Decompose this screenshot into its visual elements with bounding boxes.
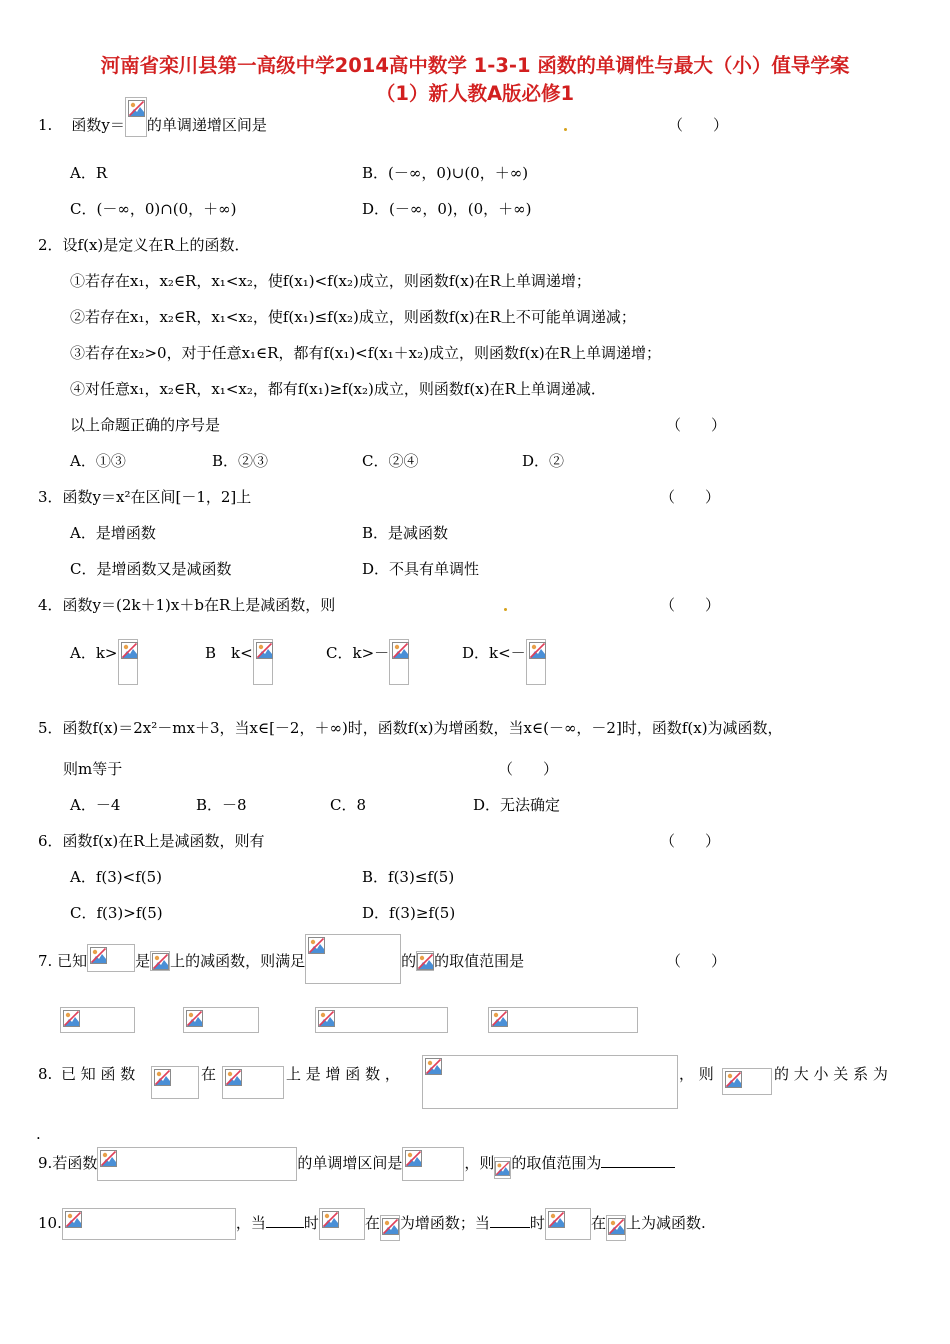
stem-text: 的单调增区间是	[297, 1154, 403, 1172]
broken-image-icon	[128, 100, 145, 117]
option-b: B．(－∞，0)∪(0，＋∞)	[362, 164, 529, 182]
broken-image-icon	[100, 1150, 117, 1167]
option-label: D．k<－	[462, 644, 526, 662]
broken-image-icon	[308, 937, 325, 954]
stem-text: 若函数	[52, 1154, 98, 1172]
answer-paren: （ ）	[498, 760, 559, 778]
option-d	[462, 643, 546, 689]
option-a: A．f(3)<f(5)	[70, 868, 162, 886]
broken-image-icon	[548, 1211, 565, 1228]
option-c: C．8	[330, 796, 367, 814]
option-a: A．是增函数	[70, 524, 156, 542]
option-b-image	[183, 1007, 259, 1033]
formula-image	[416, 951, 434, 971]
answer-paren: （ ）	[668, 116, 729, 134]
formula-image	[380, 1215, 400, 1241]
option-d: D．无法确定	[473, 796, 561, 814]
option-d-image	[488, 1007, 638, 1033]
question-2-stem: 2．设f(x)是定义在R上的函数．	[38, 236, 250, 254]
broken-image-icon	[425, 1058, 442, 1075]
question-number: 10.	[38, 1214, 62, 1232]
formula-image	[97, 1147, 297, 1181]
answer-blank[interactable]	[490, 1213, 530, 1228]
formula-image	[422, 1055, 678, 1109]
stem-text: 为增函数；当	[399, 1214, 490, 1232]
option-b: B．f(3)≤f(5)	[362, 868, 455, 886]
broken-image-icon	[392, 642, 409, 659]
option-d: D．f(3)≥f(5)	[362, 904, 456, 922]
stem-text: 的取值范围为	[511, 1154, 602, 1172]
stem-text: 的	[401, 952, 417, 970]
stem-text: 的单调递增区间是	[146, 116, 267, 134]
question-10-stem	[38, 1213, 706, 1245]
question-8-num: 8.	[38, 1065, 53, 1083]
question-8-text-3: 上 是 增 函 数 ，	[286, 1065, 400, 1083]
broken-image-icon	[225, 1069, 242, 1086]
formula-image	[722, 1068, 772, 1095]
formula-image	[151, 1066, 199, 1099]
speck	[504, 608, 507, 611]
broken-image-icon	[405, 1150, 422, 1167]
broken-image-icon	[65, 1211, 82, 1228]
question-4-stem: 4．函数y＝(2k＋1)x＋b在R上是减函数，则	[38, 596, 336, 614]
statement-4: ④对任意x₁，x₂∈R，x₁<x₂，都有f(x₁)≥f(x₂)成立，则函数f(x)在R上单调递减．	[70, 380, 606, 398]
option-d: D．②	[522, 452, 565, 470]
broken-image-icon	[186, 1010, 203, 1027]
formula-image	[62, 1208, 236, 1240]
stem-text: 是	[135, 952, 151, 970]
broken-image-icon	[318, 1010, 335, 1027]
broken-image-icon	[152, 953, 169, 970]
broken-image-icon	[417, 953, 434, 970]
question-9-stem	[38, 1153, 675, 1187]
option-c: C．f(3)>f(5)	[70, 904, 163, 922]
option-a-image	[60, 1007, 135, 1033]
formula-image	[389, 639, 409, 685]
broken-image-icon	[63, 1010, 80, 1027]
question-5-stem: 5．函数f(x)＝2x²－mx＋3，当x∈[－2，＋∞)时，函数f(x)为增函数，当x∈(－∞，－2]时，函数f(x)为减函数，	[38, 719, 783, 737]
stem-text: 在	[590, 1214, 606, 1232]
broken-image-icon	[529, 642, 546, 659]
formula-image	[305, 934, 401, 984]
option-c: C．是增函数又是减函数	[70, 560, 232, 578]
formula-image	[545, 1208, 591, 1240]
formula-image	[87, 944, 135, 972]
broken-image-icon	[154, 1069, 171, 1086]
formula-image	[606, 1215, 626, 1241]
formula-image	[118, 639, 138, 685]
formula-image	[125, 97, 147, 137]
formula-image	[402, 1147, 464, 1181]
broken-image-icon	[491, 1010, 508, 1027]
stem-text: 上的减函数，则满足	[170, 952, 306, 970]
statement-1: ①若存在x₁，x₂∈R，x₁<x₂，使f(x₁)<f(x₂)成立，则函数f(x)在R上单调递增；	[70, 272, 591, 290]
formula-image	[319, 1208, 365, 1240]
stem-text: ，则	[464, 1154, 495, 1172]
answer-blank[interactable]	[601, 1153, 675, 1168]
broken-image-icon	[256, 642, 273, 659]
question-7-stem	[38, 951, 524, 1001]
document-title-line1: 河南省栾川县第一高级中学2014高中数学 1-3-1 函数的单调性与最大（小）值导学案	[100, 54, 850, 77]
question-8-text-2: 在	[201, 1065, 217, 1083]
answer-blank[interactable]	[266, 1213, 304, 1228]
broken-image-icon	[725, 1071, 742, 1088]
broken-image-icon	[322, 1211, 339, 1228]
question-1-stem	[38, 115, 267, 155]
option-label: B k<	[205, 644, 253, 662]
answer-paren: （ ）	[666, 416, 727, 434]
answer-paren: （ ）	[660, 832, 721, 850]
stem-text: 函数y＝	[71, 116, 125, 134]
stem-text: 已知	[57, 952, 88, 970]
option-c: C．(－∞，0)∩(0，＋∞)	[70, 200, 237, 218]
broken-image-icon	[90, 947, 107, 964]
stem-text: 在	[364, 1214, 380, 1232]
question-8-text-5: 的 大 小 关 系 为	[774, 1065, 888, 1083]
statement-2: ②若存在x₁，x₂∈R，x₁<x₂，使f(x₁)≤f(x₂)成立，则函数f(x)在R上不可能单调递减；	[70, 308, 636, 326]
stem-text: 时	[303, 1214, 319, 1232]
question-3-stem: 3．函数y＝x²在区间[－1，2]上	[38, 488, 252, 506]
broken-image-icon	[608, 1218, 625, 1235]
option-a: A．①③	[70, 452, 126, 470]
formula-image	[494, 1157, 511, 1179]
question-number: 1.	[38, 116, 53, 134]
option-c-image	[315, 1007, 448, 1033]
question-6-stem: 6．函数f(x)在R上是减函数，则有	[38, 832, 265, 850]
answer-paren: （ ）	[660, 488, 721, 506]
broken-image-icon	[382, 1218, 399, 1235]
formula-image	[253, 639, 273, 685]
question-8-text-4: ， 则	[679, 1065, 714, 1083]
option-a: A．R	[70, 164, 108, 182]
option-b: B．是减函数	[362, 524, 449, 542]
answer-paren: （ ）	[666, 952, 727, 970]
statement-3: ③若存在x₂>0，对于任意x₁∈R，都有f(x₁)<f(x₁＋x₂)成立，则函数f(x)在R上单调递增；	[70, 344, 661, 362]
question-8-end: .	[36, 1125, 41, 1143]
question-8-text-1: 已 知 函 数	[61, 1065, 136, 1083]
option-d: D．(－∞，0)，(0，＋∞)	[362, 200, 532, 218]
option-c	[326, 643, 409, 689]
option-label: A．k>	[70, 644, 118, 662]
stem-text: ，当	[235, 1214, 266, 1232]
option-b	[205, 643, 273, 689]
broken-image-icon	[495, 1161, 510, 1176]
stem-text: 时	[529, 1214, 545, 1232]
question-number: 7.	[38, 952, 53, 970]
question-2-ask: 以上命题正确的序号是	[70, 416, 221, 434]
option-d: D．不具有单调性	[362, 560, 480, 578]
option-b: B．－8	[196, 796, 247, 814]
question-number: 9.	[38, 1154, 53, 1172]
formula-image	[150, 951, 170, 971]
option-c: C．②④	[362, 452, 419, 470]
option-a: A．－4	[70, 796, 121, 814]
stem-text: 的取值范围是	[434, 952, 525, 970]
question-5-ask: 则m等于	[63, 760, 123, 778]
stem-text: 上为减函数.	[625, 1214, 706, 1232]
speck	[564, 128, 567, 131]
broken-image-icon	[121, 642, 138, 659]
answer-paren: （ ）	[660, 596, 721, 614]
option-b: B．②③	[212, 452, 269, 470]
document-title-line2: （1）新人教A版必修1	[375, 82, 575, 105]
formula-image	[222, 1066, 284, 1099]
option-label: C．k>－	[326, 644, 390, 662]
formula-image	[526, 639, 546, 685]
option-a	[70, 643, 138, 689]
